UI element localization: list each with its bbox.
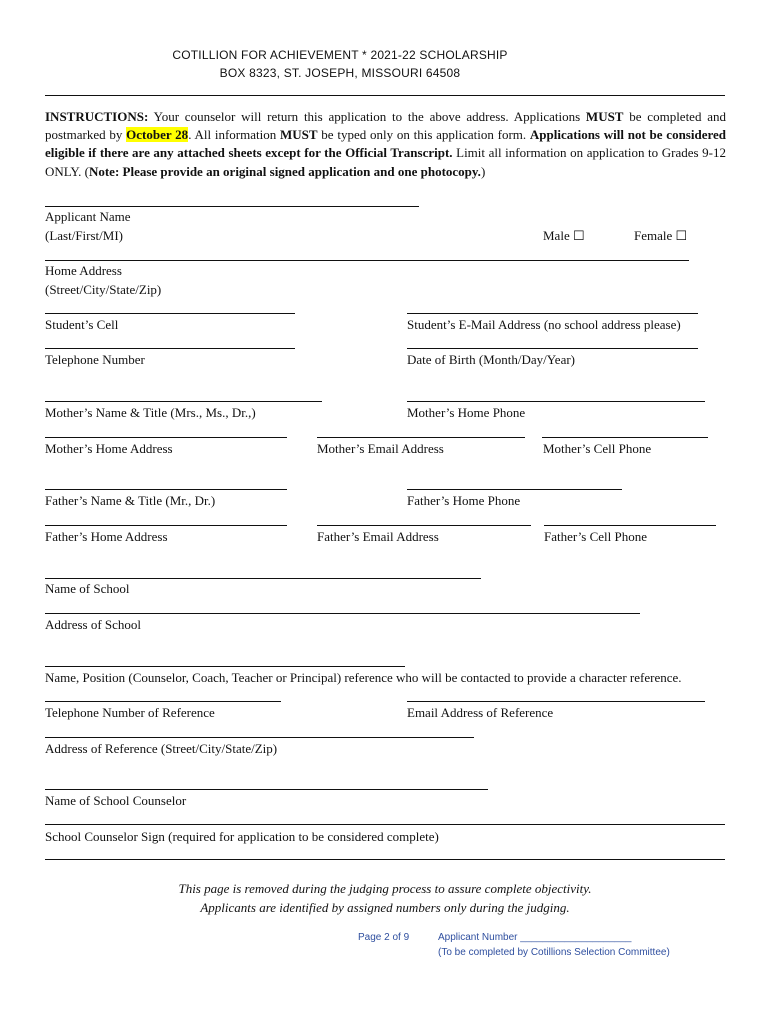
counselor-name-label: Name of School Counselor [45, 793, 187, 808]
father-home-address-label: Father’s Home Address [45, 529, 168, 544]
header-divider [45, 95, 725, 96]
applicant-name-label: Applicant Name [45, 209, 131, 224]
father-email-line[interactable] [317, 525, 531, 526]
home-address-label: Home Address [45, 263, 122, 278]
header-address: BOX 8323, ST. JOSEPH, MISSOURI 64508 [219, 66, 461, 80]
student-cell-line[interactable] [45, 313, 295, 314]
male-checkbox[interactable]: Male ☐ [543, 228, 585, 243]
student-email-line[interactable] [407, 313, 698, 314]
father-cell-line[interactable] [544, 525, 716, 526]
photocopy-note: Note: Please provide an original signed application and one photocopy. [88, 163, 481, 179]
applicant-name-line[interactable] [45, 206, 419, 207]
mother-home-phone-line[interactable] [407, 401, 705, 402]
counselor-sign-label: School Counselor Sign (required for application to be considered complete) [45, 829, 439, 844]
female-checkbox[interactable]: Female ☐ [634, 228, 688, 243]
bottom-divider [45, 859, 725, 860]
attachment-warning: Applications will not be considered eligible if there are any attached sheets except for the Official Transcript. [45, 127, 727, 161]
father-name-line[interactable] [45, 489, 287, 490]
counselor-name-line[interactable] [45, 789, 488, 790]
reference-phone-label: Telephone Number of Reference [45, 705, 215, 720]
reference-email-line[interactable] [407, 701, 705, 702]
school-name-line[interactable] [45, 578, 481, 579]
mother-home-phone-label: Mother’s Home Phone [407, 405, 526, 420]
father-email-label: Father’s Email Address [317, 529, 439, 544]
reference-address-line[interactable] [45, 737, 474, 738]
student-cell-label: Student’s Cell [45, 317, 119, 332]
school-address-line[interactable] [45, 613, 640, 614]
footer-note-line2: Applicants are identified by assigned numbers only during the judging. [200, 900, 570, 915]
reference-address-label: Address of Reference (Street/City/State/Zip) [45, 741, 278, 756]
counselor-sign-line[interactable] [45, 824, 725, 825]
father-home-phone-label: Father’s Home Phone [407, 493, 521, 508]
instructions-paragraph: INSTRUCTIONS: Your counselor will return this application to the above address. Applications MUST be completed and postmarked by October 28. All information MUST be typed only on this application form. Applications will not be considered eligible if there are any attached sheets except for the Official Transcript. Limit all information on application to Grades 9-12 ONLY. (Note: Please provide an original signed application and one photocopy.) [45, 109, 727, 179]
header-title: COTILLION FOR ACHIEVEMENT * 2021-22 SCHOLARSHIP [172, 48, 508, 62]
applicant-number-field[interactable]: Applicant Number ____________________ [438, 932, 632, 943]
footer-note-line1: This page is removed during the judging process to assure complete objectivity. [178, 881, 592, 896]
father-cell-label: Father’s Cell Phone [544, 529, 648, 544]
mother-email-label: Mother’s Email Address [317, 441, 444, 456]
dob-label: Date of Birth (Month/Day/Year) [407, 352, 576, 367]
instructions-lead: INSTRUCTIONS: [45, 109, 149, 124]
student-email-label: Student’s E-Mail Address (no school address please) [407, 317, 681, 332]
mother-name-label: Mother’s Name & Title (Mrs., Ms., Dr.,) [45, 405, 256, 420]
reference-phone-line[interactable] [45, 701, 281, 702]
telephone-line[interactable] [45, 348, 295, 349]
mother-cell-label: Mother’s Cell Phone [543, 441, 652, 456]
reference-label: Name, Position (Counselor, Coach, Teacher or Principal) reference who will be contacted to provide a character reference. [45, 670, 682, 685]
father-home-phone-line[interactable] [407, 489, 622, 490]
home-address-line[interactable] [45, 260, 689, 261]
mother-email-line[interactable] [317, 437, 525, 438]
deadline-highlight: October 28 [126, 127, 189, 143]
reference-name-line[interactable] [45, 666, 405, 667]
mother-home-address-line[interactable] [45, 437, 287, 438]
applicant-number-note: (To be completed by Cotillions Selection Committee) [438, 947, 670, 958]
mother-home-address-label: Mother’s Home Address [45, 441, 173, 456]
reference-email-label: Email Address of Reference [407, 705, 554, 720]
telephone-label: Telephone Number [45, 352, 145, 367]
applicant-name-hint: (Last/First/MI) [45, 228, 123, 243]
mother-cell-line[interactable] [542, 437, 708, 438]
father-home-address-line[interactable] [45, 525, 287, 526]
mother-name-line[interactable] [45, 401, 322, 402]
dob-line[interactable] [407, 348, 698, 349]
father-name-label: Father’s Name & Title (Mr., Dr.) [45, 493, 216, 508]
page-number: Page 2 of 9 [358, 932, 410, 943]
school-name-label: Name of School [45, 581, 130, 596]
home-address-hint: (Street/City/State/Zip) [45, 282, 162, 297]
school-address-label: Address of School [45, 617, 142, 632]
